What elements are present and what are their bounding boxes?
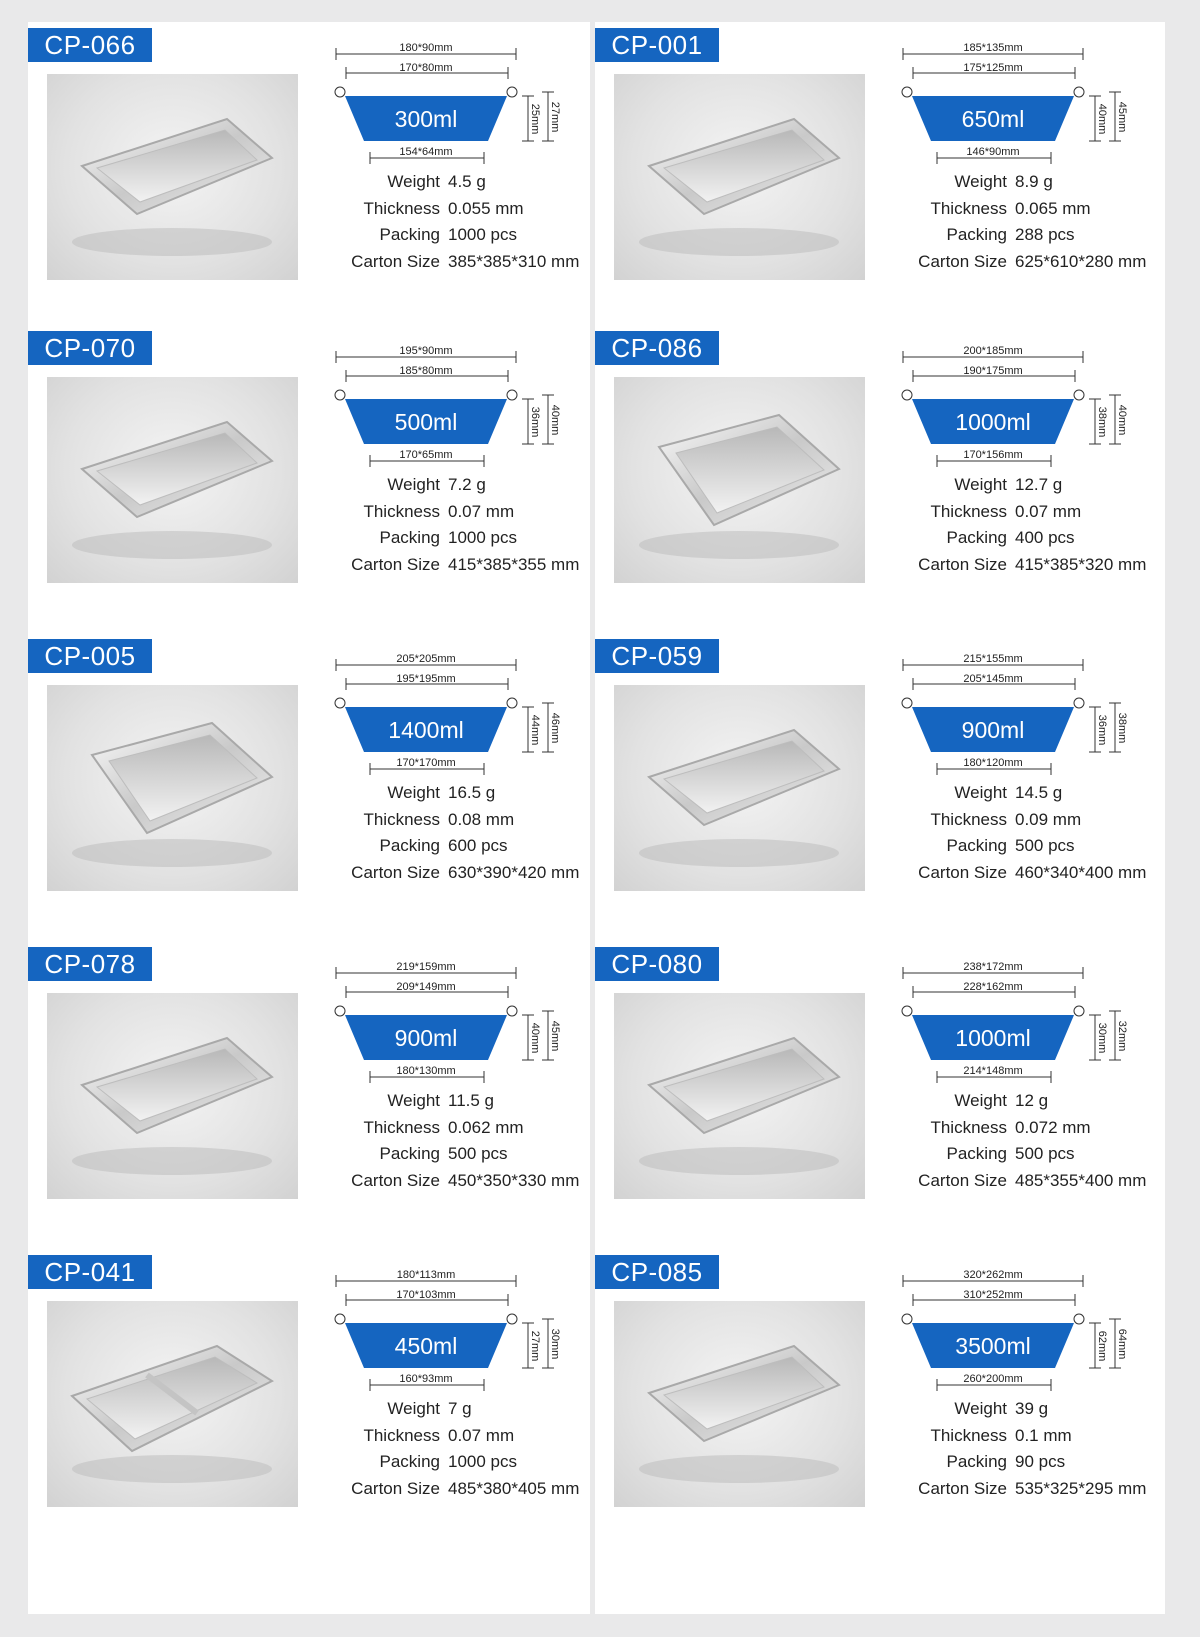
spec-value: 16.5 g [448,783,496,802]
inner-height: 25mm [529,103,541,135]
spec-value: 1000 pcs [448,225,517,244]
spec-value: 288 pcs [1015,225,1075,244]
inner-dimension: 310*252mm [963,1289,1023,1301]
outer-dimension: 238*172mm [963,961,1023,973]
spec-label: Carton Size [918,1170,1007,1190]
spec-carton-size [865,1171,1165,1198]
spec-label: Thickness [930,198,1007,218]
spec-value: 0.055 mm [448,198,524,218]
outer-height: 27mm [549,101,561,133]
spec-value: 385*385*310 mm [448,251,580,271]
bottom-dimension: 180*120mm [963,757,1023,769]
spec-value: 1000 pcs [448,528,517,547]
spec-value: 600 pcs [448,836,508,855]
inner-height: 30mm [1096,1022,1108,1054]
outer-dimension: 205*205mm [396,653,456,665]
spec-value: 450*350*330 mm [448,1170,580,1190]
product-card [28,1249,588,1549]
tray-image [614,993,865,1199]
spec-packing [865,225,1165,252]
spec-list [298,172,598,278]
spec-carton-size [865,863,1165,890]
spec-label: Weight [387,475,440,494]
spec-label: Carton Size [918,862,1007,882]
product-code-badge: CP-005 [28,639,152,673]
spec-list [865,1399,1165,1505]
volume-label: 900ml [961,717,1025,743]
product-card [28,941,588,1241]
spec-thickness [865,1118,1165,1145]
foil-tray-shape [649,119,839,214]
spec-weight [865,1091,1165,1118]
outer-height: 45mm [1116,101,1128,133]
product-code-badge: CP-066 [28,28,152,62]
volume-label: 300ml [394,106,458,132]
spec-value: 14.5 g [1015,783,1063,802]
spec-packing [298,1144,598,1171]
spec-label: Weight [387,1399,440,1418]
spec-weight [298,172,598,199]
outer-dimension: 185*135mm [963,42,1023,54]
outer-dimension: 215*155mm [963,653,1023,665]
spec-carton-size [298,1171,598,1198]
inner-height: 62mm [1096,1330,1108,1362]
inner-dimension: 175*125mm [963,62,1023,74]
spec-label: Thickness [930,501,1007,521]
spec-label: Packing [379,836,440,855]
spec-label: Weight [954,783,1007,802]
spec-label: Carton Size [918,251,1007,271]
tray-image [614,377,865,583]
product-card [28,22,588,322]
foil-tray-shape [92,723,272,833]
inner-height: 27mm [529,1330,541,1362]
spec-weight [865,475,1165,502]
tray-image [614,74,865,280]
bottom-dimension: 260*200mm [963,1373,1023,1385]
spec-list [865,1091,1165,1197]
spec-label: Carton Size [351,1170,440,1190]
spec-carton-size [298,555,598,582]
foil-tray-shape [649,1038,839,1133]
outer-dimension: 195*90mm [399,345,453,357]
inner-dimension: 205*145mm [963,673,1023,685]
product-photo [47,377,298,583]
product-photo [614,74,865,280]
spec-packing [865,1452,1165,1479]
product-card [28,633,588,933]
product-code-badge: CP-085 [595,1255,719,1289]
spec-weight [865,172,1165,199]
inner-height: 38mm [1096,406,1108,438]
spec-thickness [298,1118,598,1145]
product-card [28,325,588,625]
foil-tray-shape [82,1038,272,1133]
spec-value: 500 pcs [1015,836,1075,855]
outer-height: 64mm [1116,1328,1128,1360]
product-card [595,325,1155,625]
product-photo [614,377,865,583]
bottom-dimension: 154*64mm [399,146,453,158]
foil-tray-shape [72,1346,272,1451]
spec-label: Packing [379,528,440,547]
dimension-diagram [318,42,561,162]
spec-label: Packing [379,1452,440,1471]
spec-label: Thickness [363,501,440,521]
product-code-badge: CP-086 [595,331,719,365]
spec-list [298,783,598,889]
spec-value: 11.5 g [448,1091,495,1110]
spec-label: Thickness [363,809,440,829]
spec-packing [298,528,598,555]
spec-value: 0.072 mm [1015,1117,1091,1137]
spec-carton-size [865,252,1165,279]
spec-weight [865,1399,1165,1426]
spec-list [298,1399,598,1505]
volume-label: 650ml [961,106,1025,132]
outer-dimension: 200*185mm [963,345,1023,357]
spec-value: 0.09 mm [1015,809,1082,829]
spec-value: 415*385*320 mm [1015,554,1147,574]
dimension-diagram [318,345,561,465]
inner-dimension: 170*103mm [396,1289,456,1301]
spec-label: Carton Size [351,554,440,574]
spec-value: 485*355*400 mm [1015,1170,1147,1190]
product-photo [47,74,298,280]
inner-height: 36mm [1096,714,1108,746]
product-card [595,1249,1155,1549]
spec-carton-size [298,1479,598,1506]
dimension-diagram [318,653,561,773]
foil-tray-shape [659,415,839,525]
spec-thickness [865,502,1165,529]
spec-label: Carton Size [351,1478,440,1498]
spec-packing [865,1144,1165,1171]
spec-label: Packing [946,1144,1007,1163]
spec-value: 0.08 mm [448,809,515,829]
outer-height: 40mm [1116,404,1128,436]
spec-label: Packing [946,1452,1007,1471]
tray-image [47,377,298,583]
spec-value: 415*385*355 mm [448,554,580,574]
spec-thickness [298,1426,598,1453]
outer-dimension: 180*113mm [396,1269,456,1281]
inner-dimension: 190*175mm [963,365,1023,377]
spec-label: Thickness [363,1117,440,1137]
outer-height: 32mm [1116,1020,1128,1052]
spec-packing [865,528,1165,555]
inner-dimension: 228*162mm [963,981,1023,993]
product-code-badge: CP-078 [28,947,152,981]
spec-thickness [865,810,1165,837]
tray-image [614,1301,865,1507]
spec-label: Carton Size [351,862,440,882]
volume-label: 1400ml [388,717,464,743]
bottom-dimension: 170*156mm [963,449,1023,461]
spec-label: Weight [954,1399,1007,1418]
spec-label: Weight [387,783,440,802]
bottom-dimension: 146*90mm [966,146,1020,158]
spec-value: 460*340*400 mm [1015,862,1147,882]
product-photo [614,993,865,1199]
dimension-diagram [885,961,1128,1081]
spec-label: Thickness [930,1117,1007,1137]
tray-image [47,74,298,280]
product-card [595,941,1155,1241]
spec-list [865,475,1165,581]
spec-label: Carton Size [918,554,1007,574]
product-photo [47,993,298,1199]
spec-label: Packing [379,1144,440,1163]
spec-label: Weight [387,1091,440,1110]
spec-value: 12.7 g [1015,475,1063,494]
outer-dimension: 180*90mm [399,42,453,54]
spec-label: Packing [946,225,1007,244]
product-card [595,633,1155,933]
spec-value: 625*610*280 mm [1015,251,1147,271]
spec-value: 7.2 g [448,475,486,494]
spec-label: Packing [946,528,1007,547]
spec-weight [298,783,598,810]
spec-list [298,1091,598,1197]
tray-image [47,685,298,891]
product-photo [614,1301,865,1507]
volume-label: 3500ml [955,1333,1031,1359]
spec-value: 0.07 mm [448,1425,515,1445]
volume-label: 500ml [394,409,458,435]
spec-label: Weight [387,172,440,191]
spec-value: 0.07 mm [1015,501,1082,521]
spec-carton-size [298,863,598,890]
spec-thickness [298,810,598,837]
outer-height: 46mm [549,712,561,744]
outer-height: 45mm [549,1020,561,1052]
product-card [595,22,1155,322]
spec-label: Thickness [930,809,1007,829]
spec-packing [865,836,1165,863]
spec-list [865,172,1165,278]
spec-weight [298,1091,598,1118]
product-code-badge: CP-080 [595,947,719,981]
dimension-diagram [885,345,1128,465]
inner-height: 44mm [529,714,541,746]
tray-image [614,685,865,891]
spec-thickness [298,199,598,226]
spec-label: Packing [946,836,1007,855]
bottom-dimension: 214*148mm [963,1065,1023,1077]
inner-height: 40mm [1096,103,1108,135]
spec-thickness [865,199,1165,226]
outer-height: 30mm [549,1328,561,1360]
spec-weight [865,783,1165,810]
inner-height: 40mm [529,1022,541,1054]
product-photo [614,685,865,891]
product-code-badge: CP-001 [595,28,719,62]
spec-weight [298,475,598,502]
spec-value: 39 g [1015,1399,1049,1418]
dimension-diagram [885,653,1128,773]
spec-value: 12 g [1015,1091,1049,1110]
spec-weight [298,1399,598,1426]
tray-image [47,993,298,1199]
spec-label: Weight [954,1091,1007,1110]
product-photo [47,685,298,891]
spec-packing [298,225,598,252]
bottom-dimension: 170*65mm [399,449,453,461]
spec-value: 8.9 g [1015,172,1053,191]
product-photo [47,1301,298,1507]
foil-tray-shape [649,730,839,825]
spec-value: 500 pcs [1015,1144,1075,1163]
spec-value: 0.07 mm [448,501,515,521]
spec-label: Carton Size [351,251,440,271]
spec-value: 485*380*405 mm [448,1478,580,1498]
dimension-diagram [885,1269,1128,1389]
product-code-badge: CP-059 [595,639,719,673]
spec-label: Thickness [930,1425,1007,1445]
product-code-badge: CP-070 [28,331,152,365]
inner-dimension: 185*80mm [399,365,453,377]
spec-packing [298,836,598,863]
spec-list [298,475,598,581]
foil-tray-shape [82,119,272,214]
spec-value: 0.062 mm [448,1117,524,1137]
volume-label: 1000ml [955,409,1031,435]
inner-height: 36mm [529,406,541,438]
spec-value: 1000 pcs [448,1452,517,1471]
outer-height: 40mm [549,404,561,436]
spec-packing [298,1452,598,1479]
spec-carton-size [865,555,1165,582]
product-code-badge: CP-041 [28,1255,152,1289]
bottom-dimension: 160*93mm [399,1373,453,1385]
tray-image [47,1301,298,1507]
volume-label: 900ml [394,1025,458,1051]
spec-value: 400 pcs [1015,528,1075,547]
volume-label: 1000ml [955,1025,1031,1051]
spec-label: Carton Size [918,1478,1007,1498]
dimension-diagram [885,42,1128,162]
dimension-diagram [318,1269,561,1389]
inner-dimension: 195*195mm [396,673,456,685]
spec-value: 90 pcs [1015,1452,1066,1471]
spec-label: Thickness [363,198,440,218]
foil-tray-shape [649,1346,839,1441]
volume-label: 450ml [394,1333,458,1359]
spec-thickness [298,502,598,529]
outer-dimension: 219*159mm [396,961,456,973]
spec-carton-size [298,252,598,279]
spec-value: 0.1 mm [1015,1425,1072,1445]
spec-value: 500 pcs [448,1144,508,1163]
spec-list [865,783,1165,889]
spec-value: 4.5 g [448,172,486,191]
spec-carton-size [865,1479,1165,1506]
inner-dimension: 209*149mm [396,981,456,993]
spec-value: 630*390*420 mm [448,862,580,882]
spec-label: Weight [954,172,1007,191]
spec-label: Packing [379,225,440,244]
bottom-dimension: 180*130mm [396,1065,456,1077]
spec-thickness [865,1426,1165,1453]
foil-tray-shape [82,422,272,517]
bottom-dimension: 170*170mm [396,757,456,769]
spec-value: 535*325*295 mm [1015,1478,1147,1498]
spec-label: Thickness [363,1425,440,1445]
spec-value: 0.065 mm [1015,198,1091,218]
dimension-diagram [318,961,561,1081]
outer-dimension: 320*262mm [963,1269,1023,1281]
spec-value: 7 g [448,1399,472,1418]
outer-height: 38mm [1116,712,1128,744]
spec-label: Weight [954,475,1007,494]
inner-dimension: 170*80mm [399,62,453,74]
